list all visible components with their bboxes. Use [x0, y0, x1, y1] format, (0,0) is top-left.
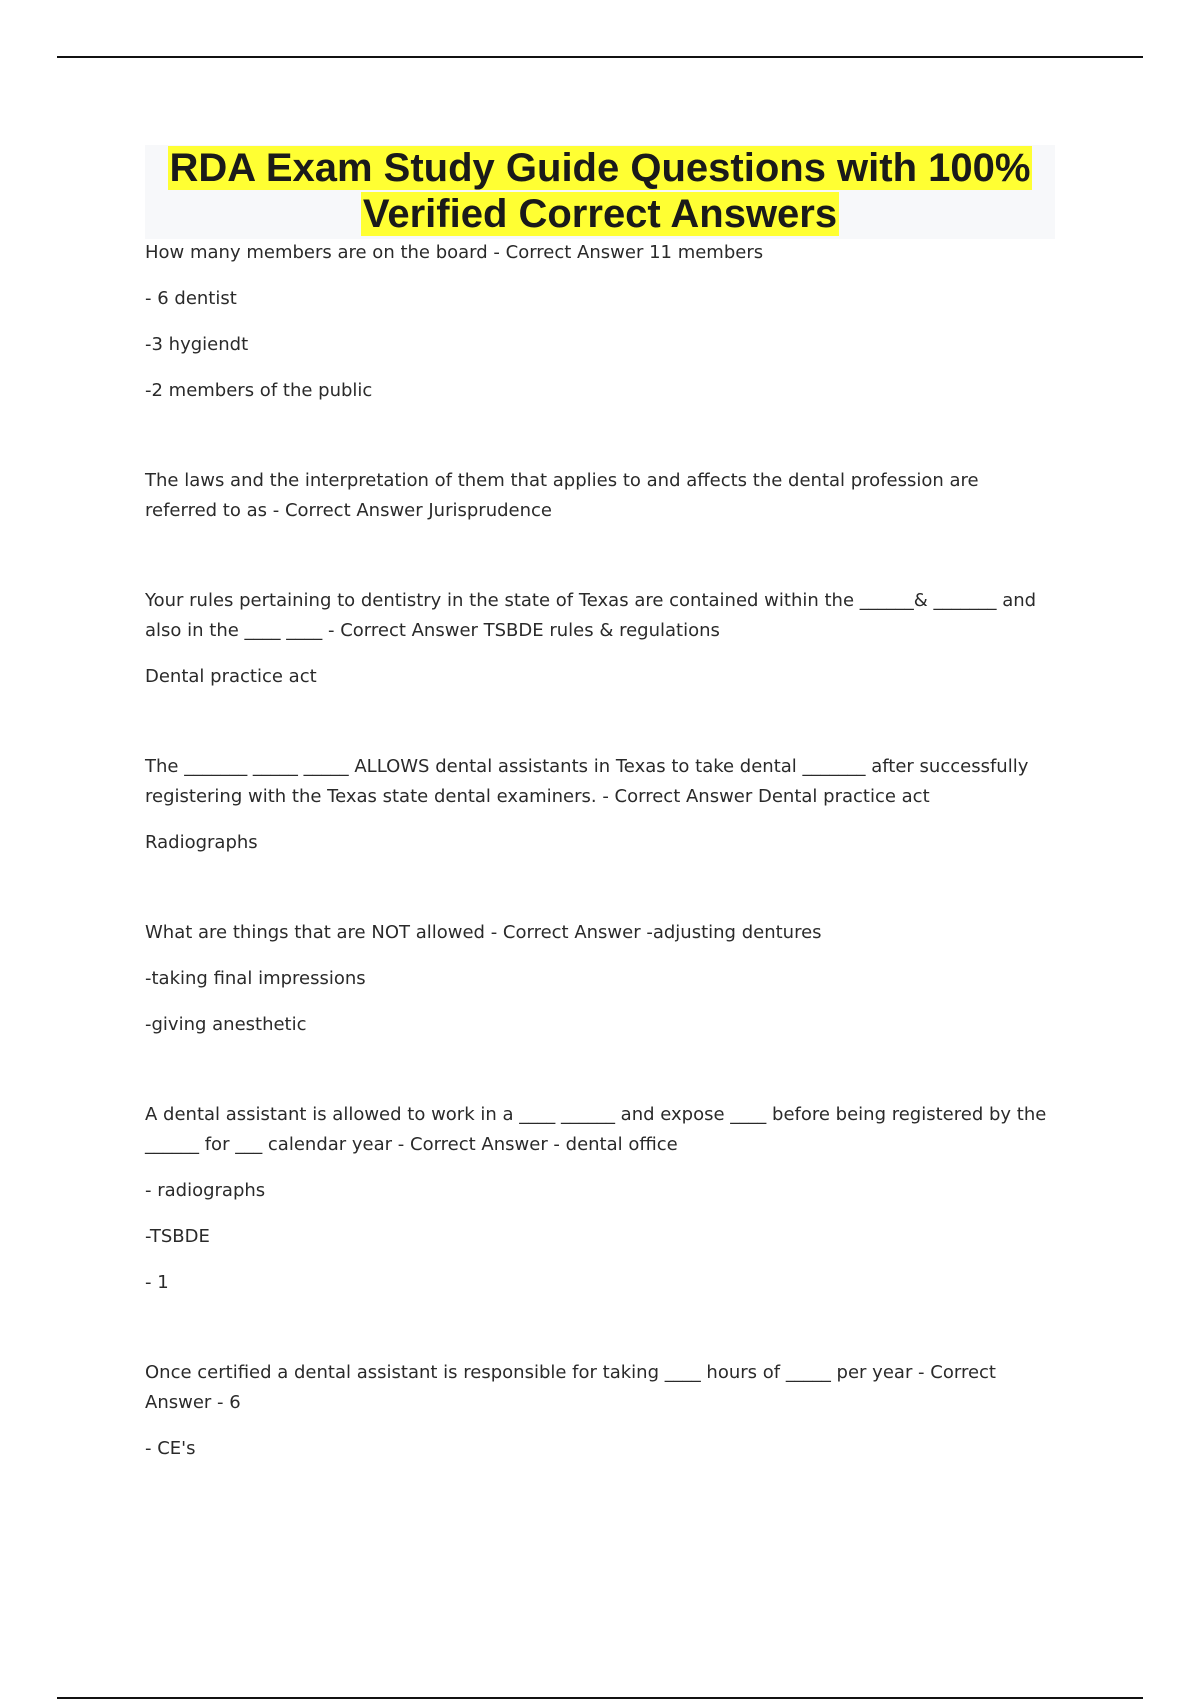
question-text: Once certified a dental assistant is responsible for taking ____ hours of _____ per year - Correct Answer - 6 — [145, 1362, 996, 1413]
document-title — [145, 145, 1055, 239]
question-text: How many members are on the board - Correct Answer 11 members — [145, 242, 764, 263]
question-text: The _______ _____ _____ ALLOWS dental assistants in Texas to take dental _______ after successfully registering with the Texas state dental examiners. - Correct Answer Dental practice act — [145, 756, 1029, 807]
answer-line: - radiographs — [145, 1180, 266, 1201]
qa-item — [145, 466, 1055, 526]
answer-line: Dental practice act — [145, 666, 317, 687]
question-text: Your rules pertaining to dentistry in the state of Texas are contained within the ______& _______ and also in the ____ ____ - Correct Answer TSBDE rules & regulations — [145, 590, 1037, 641]
answer-line: - 1 — [145, 1272, 169, 1293]
header-rule — [57, 56, 1143, 58]
question-text: The laws and the interpretation of them that applies to and affects the dental profession are referred to as - Correct Answer Jurisprudence — [145, 470, 979, 521]
answer-line: - 6 dentist — [145, 288, 237, 309]
title-line-2: Verified Correct Answers — [362, 192, 838, 236]
footer-rule — [57, 1697, 1143, 1699]
answer-line: - CE's — [145, 1438, 196, 1459]
qa-item — [145, 238, 1055, 406]
answer-line: -TSBDE — [145, 1226, 210, 1247]
document-body — [145, 238, 1055, 1480]
qa-item — [145, 918, 1055, 1040]
answer-line: Radiographs — [145, 832, 258, 853]
qa-item — [145, 752, 1055, 858]
answer-line: -giving anesthetic — [145, 1014, 307, 1035]
qa-item — [145, 1358, 1055, 1464]
question-text: A dental assistant is allowed to work in a ____ ______ and expose ____ before being registered by the ______ for ___ calendar year - Correct Answer - dental office — [145, 1104, 1047, 1155]
title-line-1: RDA Exam Study Guide Questions with 100% — [169, 146, 1031, 190]
question-text: What are things that are NOT allowed - Correct Answer -adjusting dentures — [145, 922, 822, 943]
qa-item — [145, 1100, 1055, 1298]
answer-line: -3 hygiendt — [145, 334, 249, 355]
qa-item — [145, 586, 1055, 692]
answer-line: -taking final impressions — [145, 968, 366, 989]
answer-line: -2 members of the public — [145, 380, 373, 401]
